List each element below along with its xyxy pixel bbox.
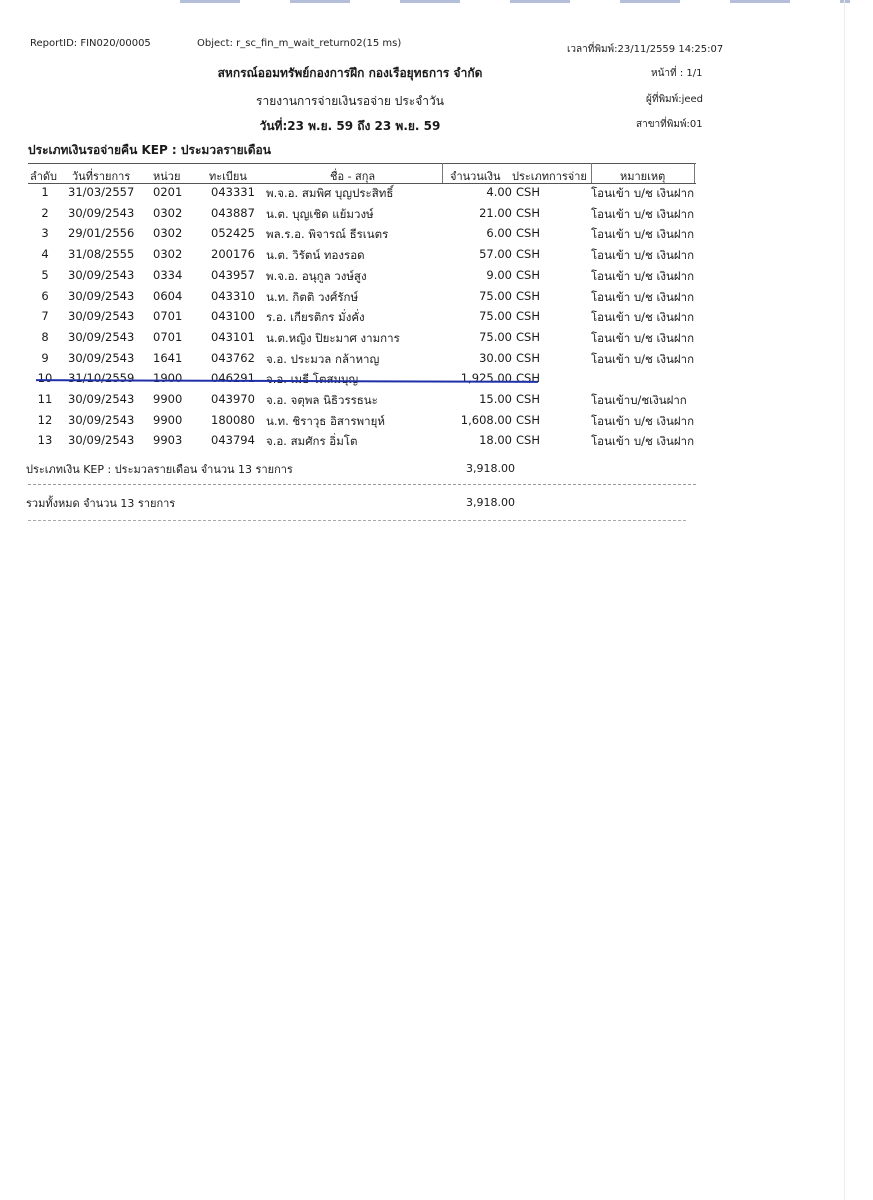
row-amount: 75.00 [479, 288, 512, 303]
row-name: น.ท. ชิราวุธ อิสารพายุห์ [266, 413, 385, 428]
col-header-amount: จำนวนเงิน [450, 170, 501, 183]
row-date: 30/09/2543 [68, 309, 135, 324]
grand-total-label: รวมทั้งหมด จำนวน 13 รายการ [26, 497, 176, 510]
table-row [0, 247, 700, 267]
row-note: โอนเข้า บ/ช เงินฝาก [591, 330, 695, 345]
row-pay-type: CSH [516, 267, 540, 282]
row-amount: 21.00 [479, 205, 512, 220]
table-row [0, 309, 700, 329]
row-pay-type: CSH [516, 433, 540, 448]
row-reg: 046291 [211, 371, 255, 386]
row-no: 12 [37, 412, 53, 427]
header-top-rule [28, 163, 696, 164]
row-reg: 043762 [211, 350, 255, 365]
row-name: พ.จ.อ. อนุกูล วงษ์สูง [266, 268, 367, 283]
row-amount: 4.00 [486, 185, 512, 199]
col-divider [694, 163, 695, 183]
row-reg: 043331 [211, 185, 255, 199]
row-unit: 0334 [153, 267, 183, 282]
row-note: โอนเข้า บ/ช เงินฝาก [591, 413, 695, 428]
row-amount: 75.00 [479, 329, 512, 344]
row-no: 4 [41, 247, 49, 262]
row-name: น.ต. วิรัตน์ ทองรอด [266, 248, 365, 263]
row-date: 30/09/2543 [68, 205, 135, 220]
row-name: จ.อ. สมศักร อิ่มโต [266, 434, 358, 449]
grand-total-rule [28, 520, 686, 521]
row-note: โอนเข้า บ/ช เงินฝาก [591, 206, 695, 221]
row-unit: 0302 [153, 247, 183, 262]
row-no: 1 [41, 185, 49, 199]
row-reg: 043970 [211, 392, 255, 406]
row-reg: 200176 [211, 247, 255, 262]
table-row [0, 289, 700, 309]
row-unit: 9900 [153, 412, 183, 427]
col-divider [442, 163, 443, 183]
row-name: พ.จ.อ. สมพิศ บุญประสิทธิ์ [266, 186, 394, 200]
row-name: พล.ร.อ. พิจารณ์ ธีรเนตร [266, 227, 389, 242]
row-no: 5 [41, 267, 49, 282]
object-name: Object: r_sc_fin_m_wait_return02(15 ms) [197, 38, 402, 49]
row-amount: 1,925.00 [460, 371, 512, 386]
col-header-note: หมายเหตุ [620, 170, 666, 183]
row-no: 8 [41, 329, 49, 344]
row-pay-type: CSH [516, 247, 540, 262]
row-unit: 0302 [153, 226, 183, 241]
table-row [0, 206, 700, 226]
subtotal-rule [28, 484, 696, 485]
table-row [0, 413, 700, 433]
row-unit: 1641 [153, 350, 183, 365]
col-header-unit: หน่วย [153, 170, 181, 183]
row-reg: 052425 [211, 226, 255, 241]
row-no: 9 [41, 350, 49, 365]
row-no: 3 [41, 226, 49, 241]
col-header-reg: ทะเบียน [209, 170, 247, 183]
scan-artifact-right [844, 0, 873, 1200]
row-reg: 043957 [211, 267, 255, 282]
row-pay-type: CSH [516, 412, 540, 427]
print-time: เวลาที่พิมพ์:23/11/2559 14:25:07 [567, 44, 724, 55]
row-reg: 043794 [211, 433, 255, 448]
table-row [0, 433, 700, 453]
row-amount: 15.00 [479, 392, 512, 406]
row-pay-type: CSH [516, 329, 540, 344]
row-date: 30/09/2543 [68, 392, 135, 406]
report-title: รายงานการจ่ายเงินรอจ่าย ประจำวัน [256, 94, 444, 108]
row-amount: 57.00 [479, 247, 512, 262]
row-date: 31/10/2559 [68, 371, 135, 386]
section-title: ประเภทเงินรอจ่ายคืน KEP : ประมวลรายเดือน [28, 143, 271, 157]
row-no: 13 [37, 433, 53, 448]
row-amount: 6.00 [486, 226, 512, 241]
row-unit: 0302 [153, 205, 183, 220]
row-unit: 0701 [153, 309, 183, 324]
row-no: 7 [41, 309, 49, 324]
subtotal-label: ประเภทเงิน KEP : ประมวลรายเดือน จำนวน 13 รายการ [26, 463, 293, 476]
row-name: น.ต. บุญเชิด แย้มวงษ์ [266, 206, 374, 221]
row-reg: 180080 [211, 412, 255, 427]
row-reg: 043310 [211, 288, 255, 303]
table-row [0, 226, 700, 246]
row-unit: 0604 [153, 288, 183, 303]
row-reg: 043887 [211, 205, 255, 220]
row-pay-type: CSH [516, 392, 540, 406]
date-range: วันที่:23 พ.ย. 59 ถึง 23 พ.ย. 59 [259, 119, 441, 133]
row-date: 30/09/2543 [68, 267, 135, 282]
scan-artifact-top [180, 0, 850, 3]
row-date: 31/08/2555 [68, 247, 135, 262]
row-date: 31/03/2557 [68, 185, 135, 199]
report-id: ReportID: FIN020/00005 [30, 38, 151, 49]
row-reg: 043100 [211, 309, 255, 324]
row-note: โอนเข้าบ/ชเงินฝาก [591, 393, 687, 407]
row-name: จ.อ. ประมวล กล้าหาญ [266, 351, 380, 366]
row-amount: 75.00 [479, 309, 512, 324]
row-note: โอนเข้า บ/ช เงินฝาก [591, 186, 695, 200]
row-note: โอนเข้า บ/ช เงินฝาก [591, 434, 695, 449]
row-name: ร.อ. เกียรติกร มั่งคั่ง [266, 310, 365, 325]
table-row [0, 268, 700, 288]
row-name: จ.อ. จตุพล นิธิวรรธนะ [266, 393, 378, 407]
row-amount: 18.00 [479, 433, 512, 448]
row-no: 6 [41, 288, 49, 303]
row-note: โอนเข้า บ/ช เงินฝาก [591, 248, 695, 263]
row-reg: 043101 [211, 329, 255, 344]
branch: สาขาที่พิมพ์:01 [636, 119, 703, 130]
page-number: หน้าที่ : 1/1 [651, 68, 703, 79]
row-note: โอนเข้า บ/ช เงินฝาก [591, 351, 695, 366]
table-row [0, 351, 700, 371]
subtotal-amount: 3,918.00 [466, 462, 515, 475]
col-header-no: ลำดับ [30, 170, 58, 183]
col-divider [591, 163, 592, 183]
row-note: โอนเข้า บ/ช เงินฝาก [591, 310, 695, 325]
row-no: 2 [41, 205, 49, 220]
row-name: น.ต.หญิง ปิยะมาศ งามการ [266, 330, 400, 345]
table-row [0, 330, 700, 350]
row-pay-type: CSH [516, 185, 540, 199]
row-unit: 0201 [153, 185, 183, 199]
row-note: โอนเข้า บ/ช เงินฝาก [591, 227, 695, 242]
table-row [0, 185, 700, 205]
printed-by: ผู้ที่พิมพ์:jeed [646, 94, 704, 105]
row-unit: 9903 [153, 433, 183, 448]
row-name: จ.อ. เมธี โตสมบุญ [266, 372, 359, 387]
row-amount: 1,608.00 [460, 412, 512, 427]
row-pay-type: CSH [516, 205, 540, 220]
table-row [0, 392, 700, 412]
row-pay-type: CSH [516, 288, 540, 303]
row-no: 10 [37, 371, 53, 386]
row-date: 30/09/2543 [68, 412, 135, 427]
row-note: โอนเข้า บ/ช เงินฝาก [591, 289, 695, 304]
row-unit: 1900 [153, 371, 183, 386]
row-unit: 0701 [153, 329, 183, 344]
row-date: 30/09/2543 [68, 329, 135, 344]
row-no: 11 [37, 392, 53, 406]
row-amount: 30.00 [479, 350, 512, 365]
row-date: 30/09/2543 [68, 288, 135, 303]
row-pay-type: CSH [516, 371, 540, 386]
col-header-pay-type: ประเภทการจ่าย [512, 170, 587, 183]
row-date: 30/09/2543 [68, 433, 135, 448]
row-date: 30/09/2543 [68, 350, 135, 365]
row-pay-type: CSH [516, 226, 540, 241]
row-pay-type: CSH [516, 309, 540, 324]
grand-total-amount: 3,918.00 [466, 496, 515, 509]
col-header-date: วันที่รายการ [72, 170, 131, 183]
row-amount: 9.00 [486, 267, 512, 282]
row-pay-type: CSH [516, 350, 540, 365]
row-date: 29/01/2556 [68, 226, 135, 241]
col-header-name: ชื่อ - สกุล [330, 170, 376, 183]
row-unit: 9900 [153, 392, 183, 406]
row-note: โอนเข้า บ/ช เงินฝาก [591, 268, 695, 283]
org-title: สหกรณ์ออมทรัพย์กองการฝึก กองเรือยุทธการ จำกัด [217, 66, 483, 80]
row-name: น.ท. กิตติ วงศ์รักษ์ [266, 289, 359, 304]
